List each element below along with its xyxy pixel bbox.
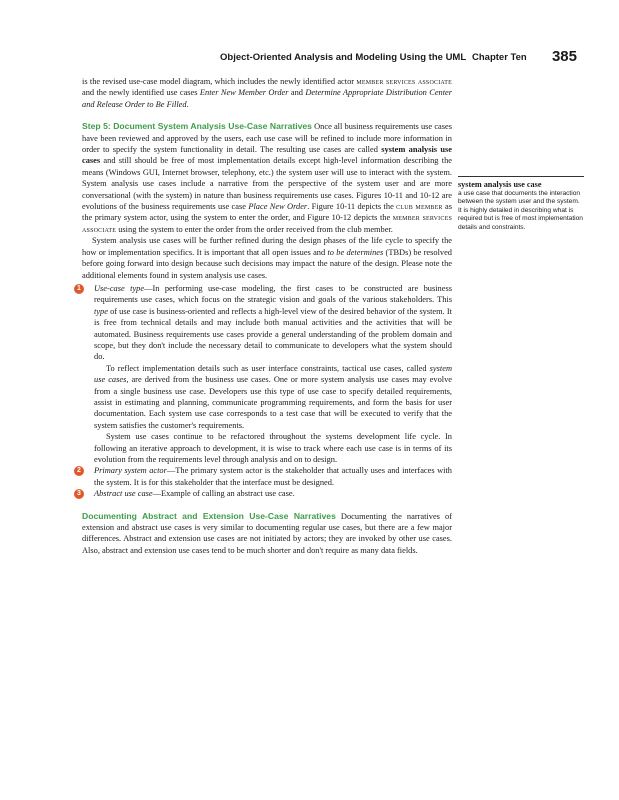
- number-badge: 2: [74, 466, 84, 476]
- definition-text: a use case that documents the interaction between the system user and the system. It is highly detailed in describing what is required but is free of most implementation details and constraints.: [458, 189, 583, 231]
- numbered-list: [77, 283, 452, 500]
- number-badge: 1: [74, 284, 84, 294]
- step5-paragraph: Step 5: Document System Analysis Use-Case Narratives Once all business requirements use cases have been reviewed and approved by the users, each use case will be refined to include more information in order to specify the system functionality in detail. The resulting use cases are called system analysis use cases and still should be free of most implementation details except high-level information describing the means (Windows GUI, Internet browser, telephony, etc.) the system user will use to interact with the system. System analysis use cases include a narrative from the perspective of the system user and are more conversational (with the system) in nature than business requirements use cases. Figures 10-11 and 10-12 are evolutions of the business requirements use case Place New Order. Figure 10-11 depicts the club member as the primary system actor, using the system to enter the order, and Figure 10-12 depicts the member services associate using the system to enter the order from the order received from the club member.: [82, 121, 452, 234]
- running-header: [220, 48, 577, 64]
- step5-heading: Step 5: Document System Analysis Use-Case Narratives: [82, 121, 312, 132]
- documenting-heading: Documenting Abstract and Extension Use-Case Narratives: [82, 510, 336, 521]
- number-badge: 3: [74, 489, 84, 499]
- margin-definition: [458, 176, 584, 233]
- refinement-paragraph: System analysis use cases will be further refined during the design phases of the life cycle to specify the how or implementation specifics. It is important that all open issues and to be determines (TBDs) be resolved before going forward into design because such decisions may impact the nature of the design. Please note the additional elements found in system analysis use cases.: [82, 236, 452, 280]
- page-number: 385: [551, 48, 577, 65]
- list-item: 3 Abstract use case—Example of calling an abstract use case.: [82, 488, 452, 499]
- header-title: Object-Oriented Analysis and Modeling Using the UML: [220, 52, 467, 63]
- definition-term: system analysis use case: [458, 180, 542, 189]
- list-item: 2 Primary system actor—The primary system actor is the stakeholder that actually uses and interfaces with the system. It is for this stakeholder that the interface must be designed.: [82, 465, 452, 488]
- documenting-paragraph: Documenting Abstract and Extension Use-Case Narratives Documenting the narratives of extension and abstract use cases is very similar to documenting regular use cases, but there are a few major differences. Abstract and extension use cases are not initiated by actors; they are invoked by other use cases. Also, abstract and extension use cases tend to be much shorter and don't require as many data fields.: [82, 510, 452, 555]
- main-column: [77, 76, 453, 556]
- list-item: 1 Use-case type—In performing use-case modeling, the first cases to be constructed are business requirements use cases, which focus on the strategic vision and goals of the various stakeholders. This type of use case is business-oriented and reflects a high-level view of the desired behavior of the system. It is free from technical details and may include both manual activities and the activities that will be automated. Business requirements use cases provide a general understanding of the problem domain and scope, but they don't include the necessary detail to communicate to developers what the system should do. To reflect implementation details such as user interface constraints, tactical use cases, called system use cases, are derived from the business use cases. One or more system analysis use cases may evolve from a single business use case. Developers use this type of use case to specify detailed requirements, assist in estimating and planning, communicate programming requirements, and form the basis for user documentation. Each system use case corresponds to a test case that will be executed to verify that the system satisfies the customer's requirements. System use cases continue to be refactored throughout the systems development life cycle. In following an iterative approach to development, it is wise to track where each use case is in terms of its evolution from the requirements level through analysis and on to design.: [82, 283, 452, 466]
- intro-paragraph: is the revised use-case model diagram, which includes the newly identified actor member services associate and the newly identified use cases Enter New Member Order and Determine Appropriate Distribution Center and Release Order to Be Filled.: [82, 77, 453, 109]
- header-chapter: Chapter Ten: [472, 52, 527, 63]
